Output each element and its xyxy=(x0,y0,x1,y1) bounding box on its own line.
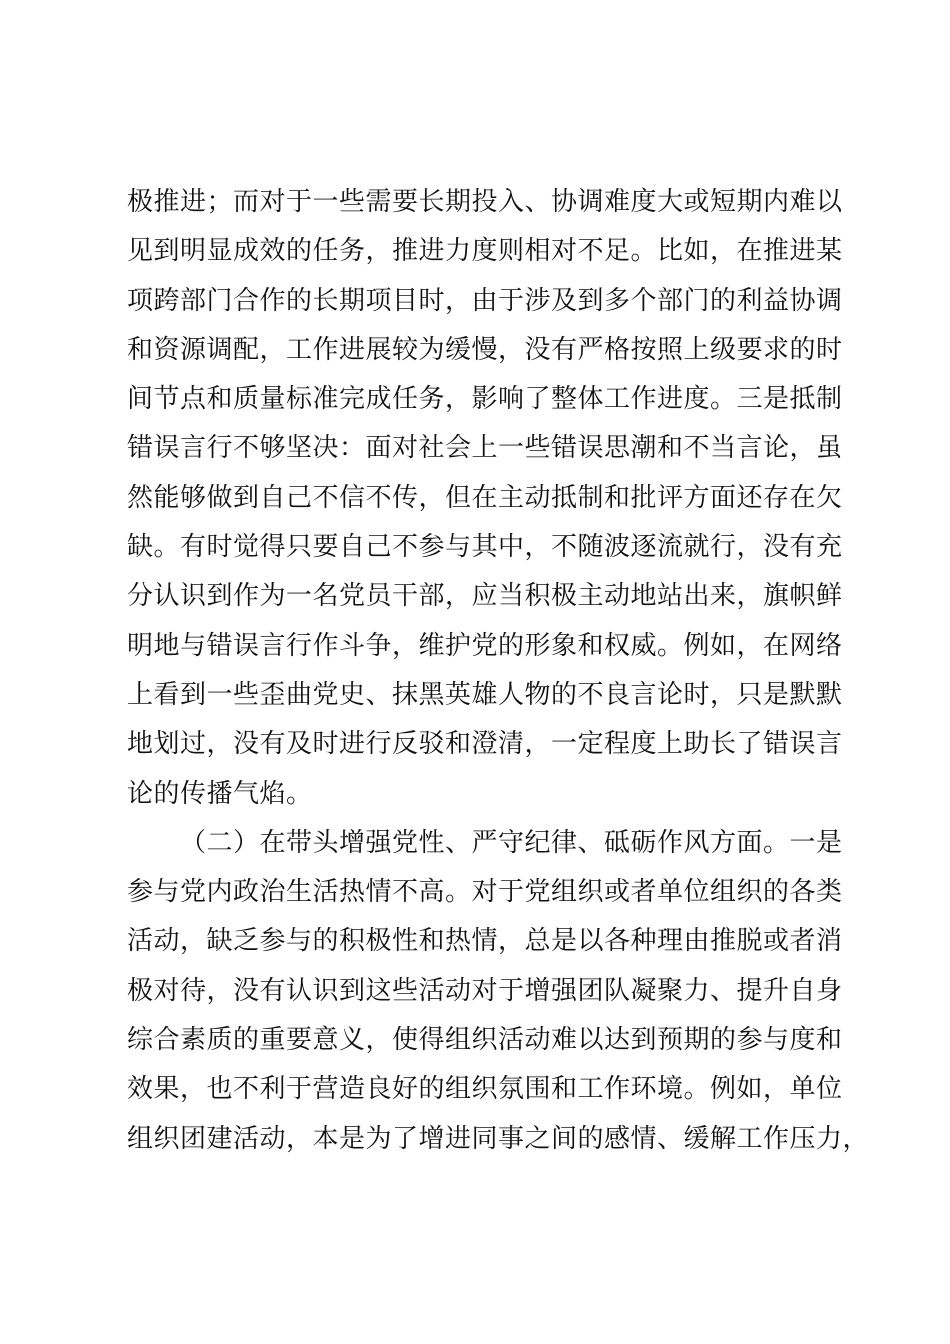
paragraph-1 xyxy=(127,178,847,819)
text-line: 极对待，没有认识到这些活动对于增强团队凝聚力、提升自身 xyxy=(127,975,843,1006)
text-line: 错误言行不够坚决：面对社会上一些错误思潮和不当言论，虽 xyxy=(127,433,843,464)
paragraph-2 xyxy=(127,819,870,1164)
text-line: 活动，缺乏参与的积极性和热情，总是以各种理由推脱或者消 xyxy=(127,926,843,957)
text-line: 间节点和质量标准完成任务，影响了整体工作进度。三是抵制 xyxy=(127,384,843,415)
text-line: 组织团建活动，本是为了增进同事之间的感情、缓解工作压力， xyxy=(127,1123,870,1154)
text-line: 参与党内政治生活热情不高。对于党组织或者单位组织的各类 xyxy=(127,877,843,908)
text-line: 然能够做到自己不信不传，但在主动抵制和批评方面还存在欠 xyxy=(127,482,843,513)
text-line: 论的传播气焰。 xyxy=(127,778,313,809)
text-line: 分认识到作为一名党员干部，应当积极主动地站出来，旗帜鲜 xyxy=(127,581,843,612)
text-line: 和资源调配，工作进展较为缓慢，没有严格按照上级要求的时 xyxy=(127,334,843,365)
section-heading-line: （二）在带头增强党性、严守纪律、砥砺作风方面。一是 xyxy=(180,827,843,858)
text-line: 综合素质的重要意义，使得组织活动难以达到预期的参与度和 xyxy=(127,1025,843,1056)
text-line: 效果，也不利于营造良好的组织氛围和工作环境。例如，单位 xyxy=(127,1074,843,1105)
text-line: 极推进；而对于一些需要长期投入、协调难度大或短期内难以 xyxy=(127,187,843,217)
document-body xyxy=(127,178,870,1164)
text-line: 项跨部门合作的长期项目时，由于涉及到多个部门的利益协调 xyxy=(127,285,843,316)
text-line: 见到明显成效的任务，推进力度则相对不足。比如，在推进某 xyxy=(127,236,843,267)
text-line: 明地与错误言行作斗争，维护党的形象和权威。例如，在网络 xyxy=(127,630,843,661)
text-line: 地划过，没有及时进行反驳和澄清，一定程度上助长了错误言 xyxy=(127,729,843,760)
text-line: 上看到一些歪曲党史、抹黑英雄人物的不良言论时，只是默默 xyxy=(127,679,843,710)
text-line: 缺。有时觉得只要自己不参与其中，不随波逐流就行，没有充 xyxy=(127,532,843,563)
